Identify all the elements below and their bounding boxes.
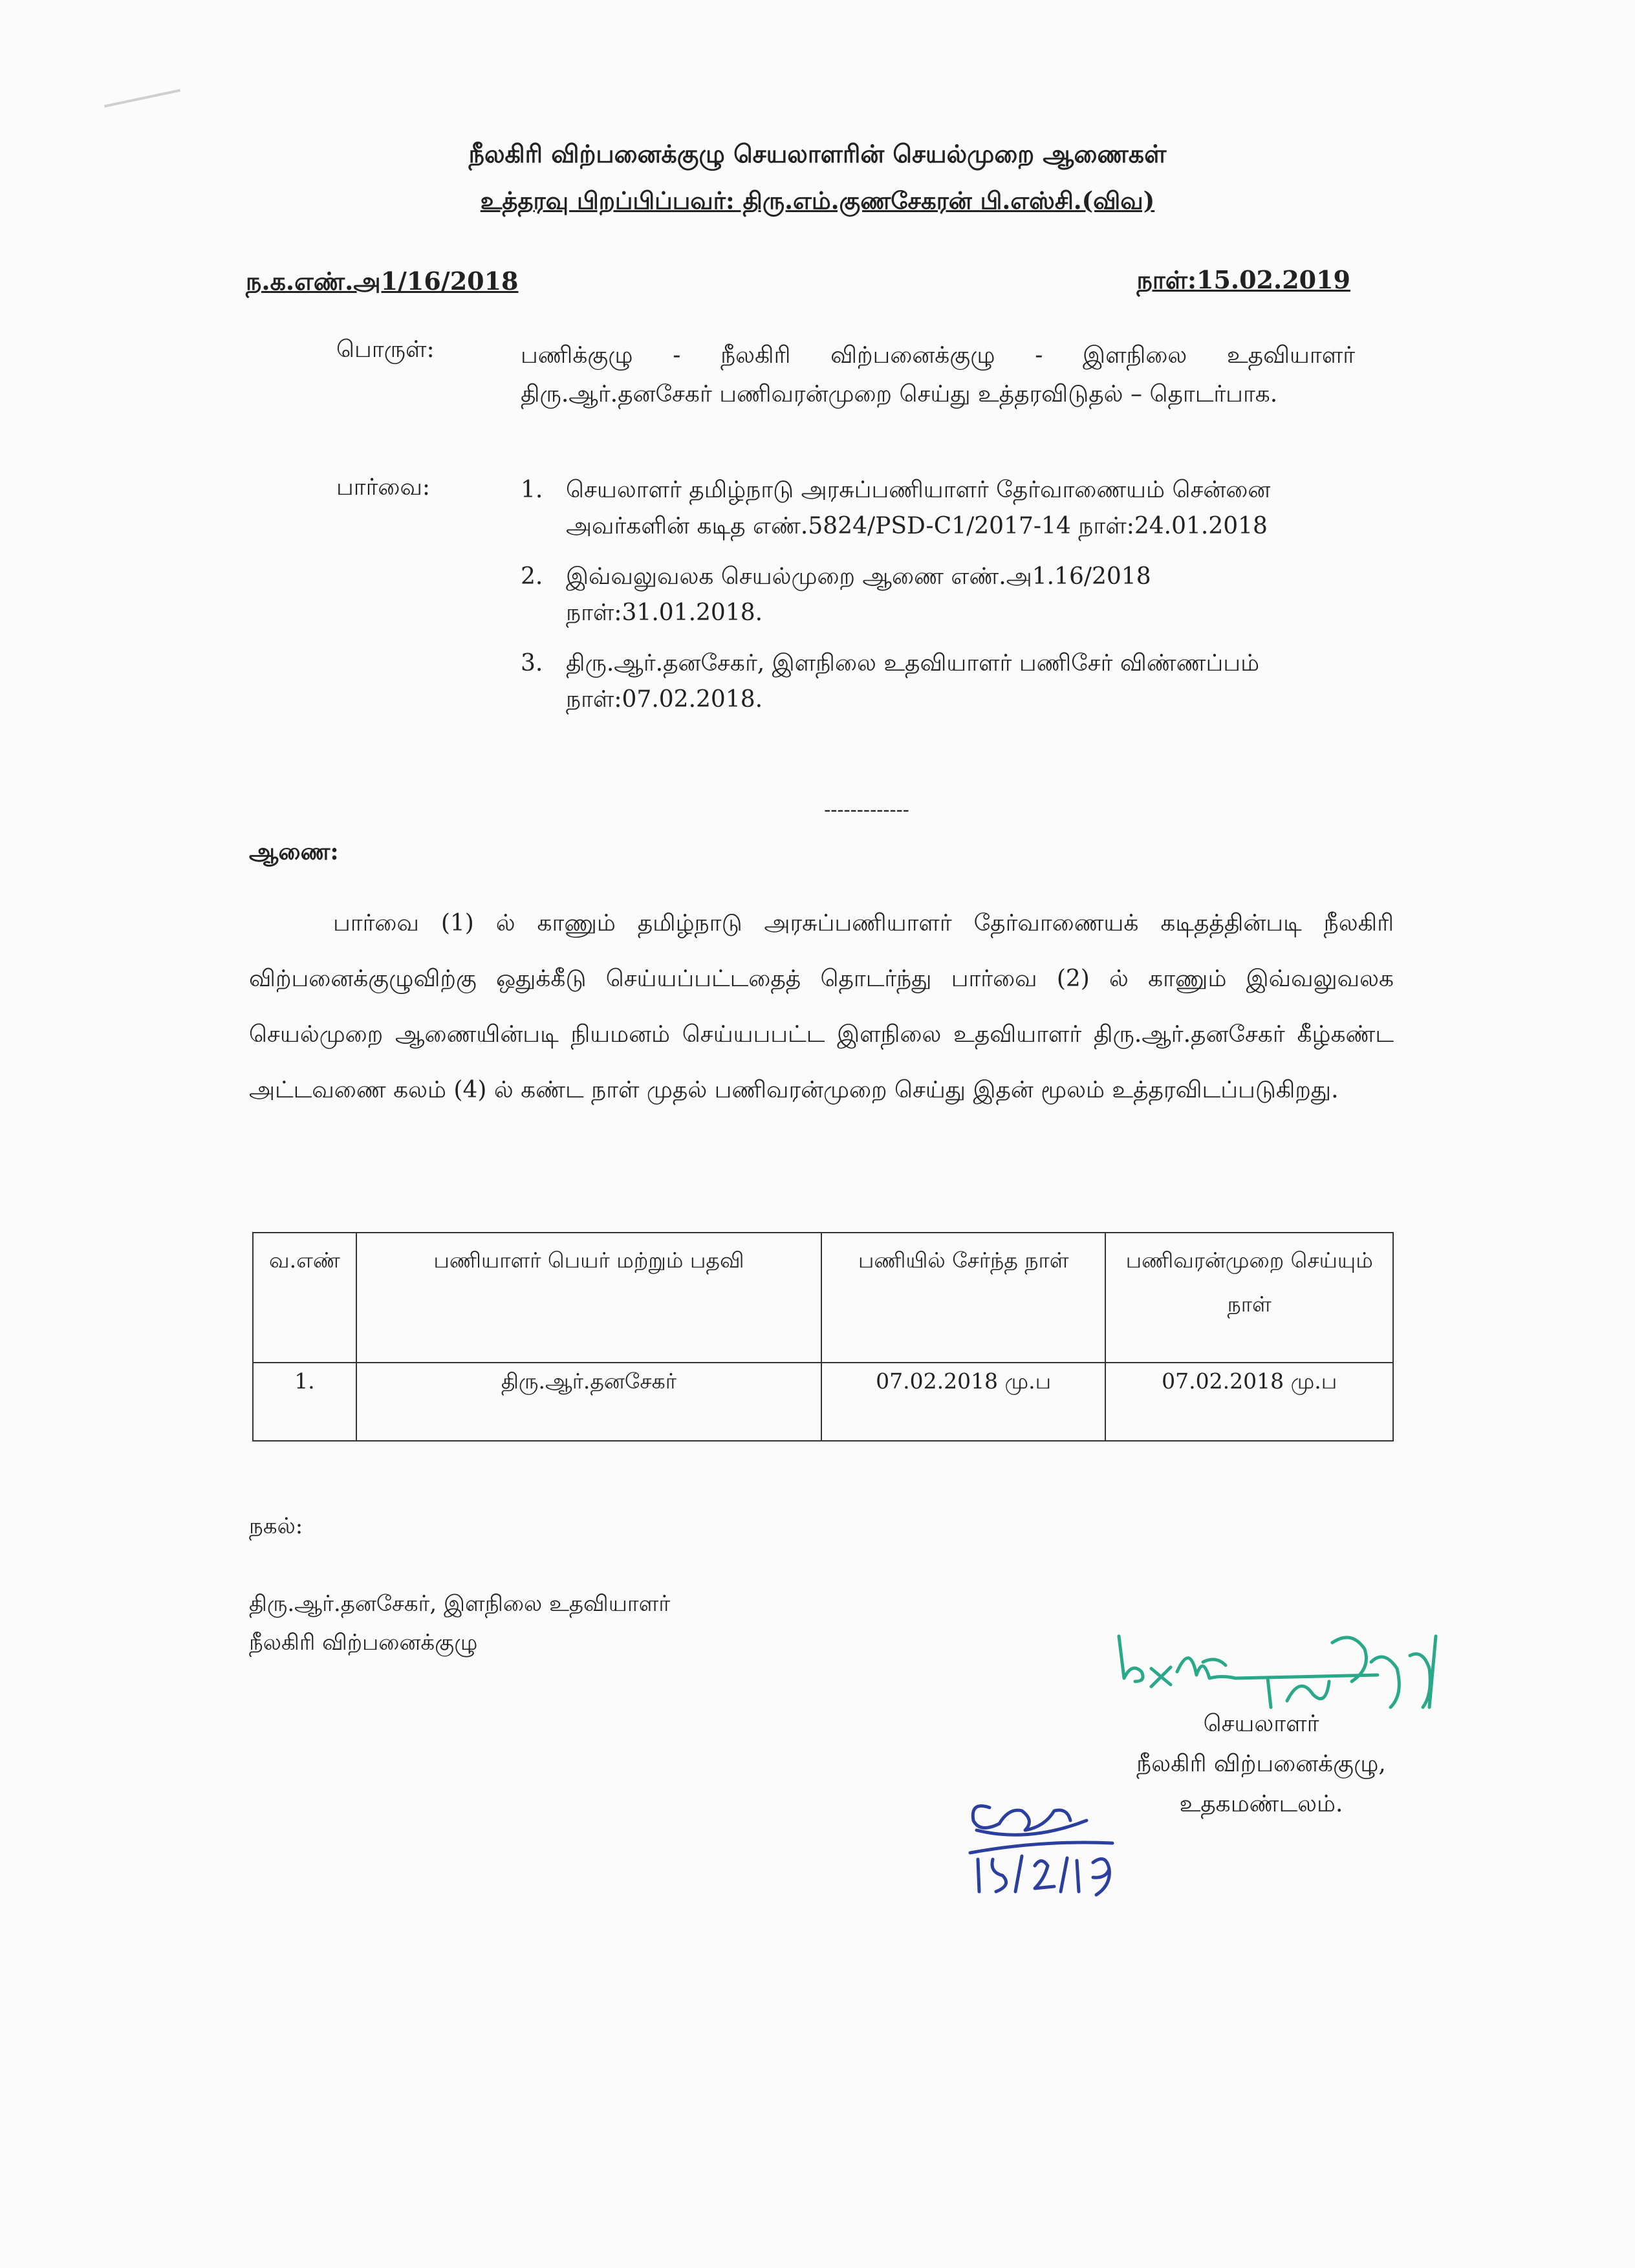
reference-item [521,559,1355,631]
order-date: நாள்:15.02.2019 [1136,265,1350,294]
regularisation-table [252,1232,1394,1442]
order-heading: ஆணை: [249,838,339,865]
column-header: பணியாளர் பெயர் மற்றும் பதவி [356,1233,821,1363]
references-list [521,472,1355,732]
table-cell: 07.02.2018 மு.ப [821,1363,1105,1441]
paper-fold-mark [104,89,180,108]
handwritten-initial-annotation [964,1782,1145,1905]
reference-item [521,645,1355,718]
column-header: பணிவரன்முறை செய்யும் நாள் [1105,1233,1393,1363]
subject-text: பணிக்குழு - நீலகிரி விற்பனைக்குழு - இளநிலை உதவியாளர் திரு.ஆர்.தனசேகர் பணிவரன்முறை செய்து உத்தரவிடுதல் – தொடர்பாக. [521,342,1355,407]
table-row [253,1363,1393,1441]
copy-label: நகல்: [249,1513,303,1539]
column-header: வ.எண் [253,1233,356,1363]
signatory-office: நீலகிரி விற்பனைக்குழு, [1136,1751,1386,1777]
signatory-place: உதகமண்டலம். [1179,1791,1343,1817]
reference-number-marker: 3. [521,650,543,676]
copy-recipient-line: திரு.ஆர்.தனசேகர், இளநிலை உதவியாளர் [249,1591,671,1617]
issued-by-line: உத்தரவு பிறப்பிப்பவர்: திரு.எம்.குணசேகரன் பி.எஸ்சி.(விவ) [480,186,1155,215]
reference-text: செயலாளர் தமிழ்நாடு அரசுப்பணியாளர் தேர்வாணையம் சென்னை அவர்களின் கடித எண்.5824/PSD-C1/2017-14 நாள்:24.01.2018 [566,477,1271,539]
reference-item [521,472,1355,545]
table-cell: 07.02.2018 மு.ப [1105,1363,1393,1441]
reference-number-marker: 2. [521,563,543,590]
section-separator: ------------- [824,799,909,821]
subject-label: பொருள்: [336,336,435,363]
reference-text: திரு.ஆர்.தனசேகர், இளநிலை உதவியாளர் பணிசேர் விண்ணப்பம் நாள்:07.02.2018. [566,650,1260,713]
column-header: பணியில் சேர்ந்த நாள் [821,1233,1105,1363]
copy-recipients [249,1584,670,1662]
reference-number-marker: 1. [521,477,543,503]
copy-recipient-line: நீலகிரி விற்பனைக்குழு [249,1630,478,1656]
signatory-designation: செயலாளர் [1203,1711,1319,1737]
table-cell: திரு.ஆர்.தனசேகர் [356,1363,821,1441]
handwritten-signature [1106,1617,1455,1714]
table-cell: 1. [253,1363,356,1441]
reference-text: இவ்வலுவலக செயல்முறை ஆணை எண்.அ1.16/2018 நாள்:31.01.2018. [566,563,1151,626]
order-body: பார்வை (1) ல் காணும் தமிழ்நாடு அரசுப்பணியாளர் தேர்வாணையக் கடிதத்தின்படி நீலகிரி விற்பனைக்குழுவிற்கு ஒதுக்கீடு செய்யப்பட்டதைத் தொடர்ந்து பார்வை (2) ல் காணும் இவ்வலுவலக செயல்முறை ஆணையின்படி நியமனம் செய்யபபட்ட இளநிலை உதவியாளர் திரு.ஆர்.தனசேகர் கீழ்கண்ட அட்டவணை கலம் (4) ல் கண்ட நாள் முதல் பணிவரன்முறை செய்து இதன் மூலம் உத்தரவிடப்படுகிறது. [249,910,1394,1103]
reference-number: ந.க.எண்.அ1/16/2018 [246,266,519,296]
table-header-row [253,1233,1393,1363]
references-label: பார்வை: [336,474,431,501]
document-title: நீலகிரி விற்பனைக்குழு செயலாளரின் செயல்முறை ஆணைகள் [468,139,1167,168]
